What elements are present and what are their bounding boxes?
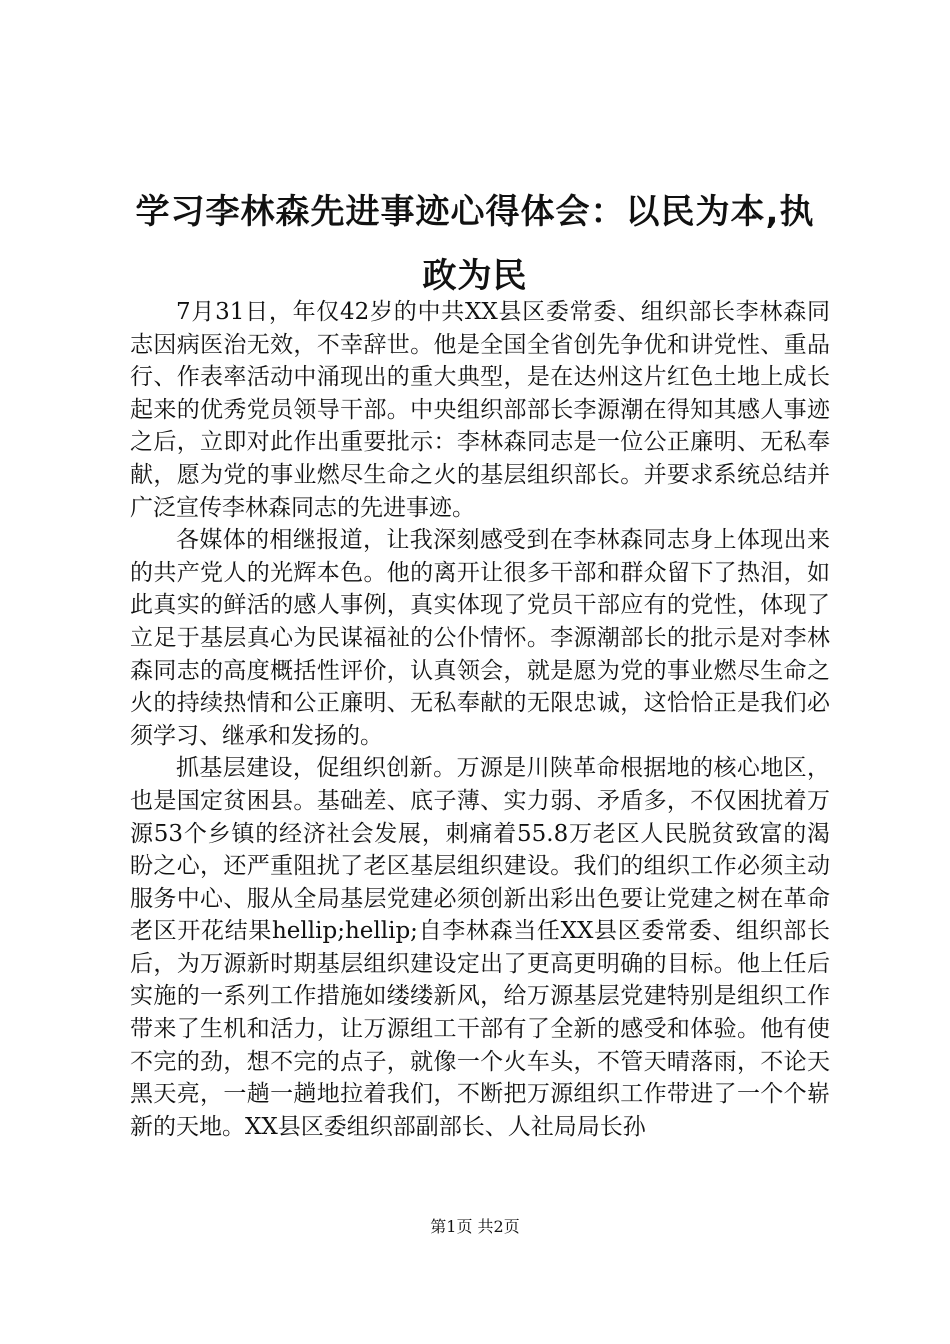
paragraph-3: 抓基层建设，促组织创新。万源是川陕革命根据地的核心地区，也是国定贫困县。基础差、底子薄、实力弱、矛盾多，不仅困扰着万源53个乡镇的经济社会发展，刺痛着55.8万老区人民脱贫致富的渴盼之心，还严重阻扰了老区基层组织建设。我们的组织工作必须主动服务中心、服从全局基层党建必须创新出彩出色要让党建之树在革命老区开花结果hellip;hellip;自李林森当任XX县区委常委、组织部长后，为万源新时期基层组织建设定出了更高更明确的目标。他上任后实施的一系列工作措施如缕缕新风，给万源基层党建特别是组织工作带来了生机和活力，让万源组工干部有了全新的感受和体验。他有使不完的劲，想不完的点子，就像一个火车头，不管天晴落雨，不论天黑天亮，一趟一趟地拉着我们，不断把万源组织工作带进了一个个崭新的天地。XX县区委组织部副部长、人社局局长孙 — [130, 755, 830, 1140]
page-number-footer: 第1页 共2页 — [430, 1217, 520, 1236]
paragraph-2: 各媒体的相继报道，让我深刻感受到在李林森同志身上体现出来的共产党人的光辉本色。他的离开让很多干部和群众留下了热泪，如此真实的鲜活的感人事例，真实体现了党员干部应有的党性，体现了立足于基层真心为民谋福祉的公仆情怀。李源潮部长的批示是对李林森同志的高度概括性评价，认真领会，就是愿为党的事业燃尽生命之火的持续热情和公正廉明、无私奉献的无限忠诚，这恰恰正是我们必须学习、继承和发扬的。 — [130, 527, 830, 749]
paragraph-1: 7月31日，年仅42岁的中共XX县区委常委、组织部长李林森同志因病医治无效，不幸辞世。他是全国全省创先争优和讲党性、重品行、作表率活动中涌现出的重大典型，是在达州这片红色土地上成长起来的优秀党员领导干部。中央组织部部长李源潮在得知其感人事迹之后，立即对此作出重要批示：李林森同志是一位公正廉明、无私奉献，愿为党的事业燃尽生命之火的基层组织部长。并要求系统总结并广泛宣传李林森同志的先进事迹。 — [130, 299, 830, 521]
document-body — [130, 296, 830, 1143]
document-title: 学习李林森先进事迹心得体会：以民为本,执政为民 — [135, 192, 815, 296]
